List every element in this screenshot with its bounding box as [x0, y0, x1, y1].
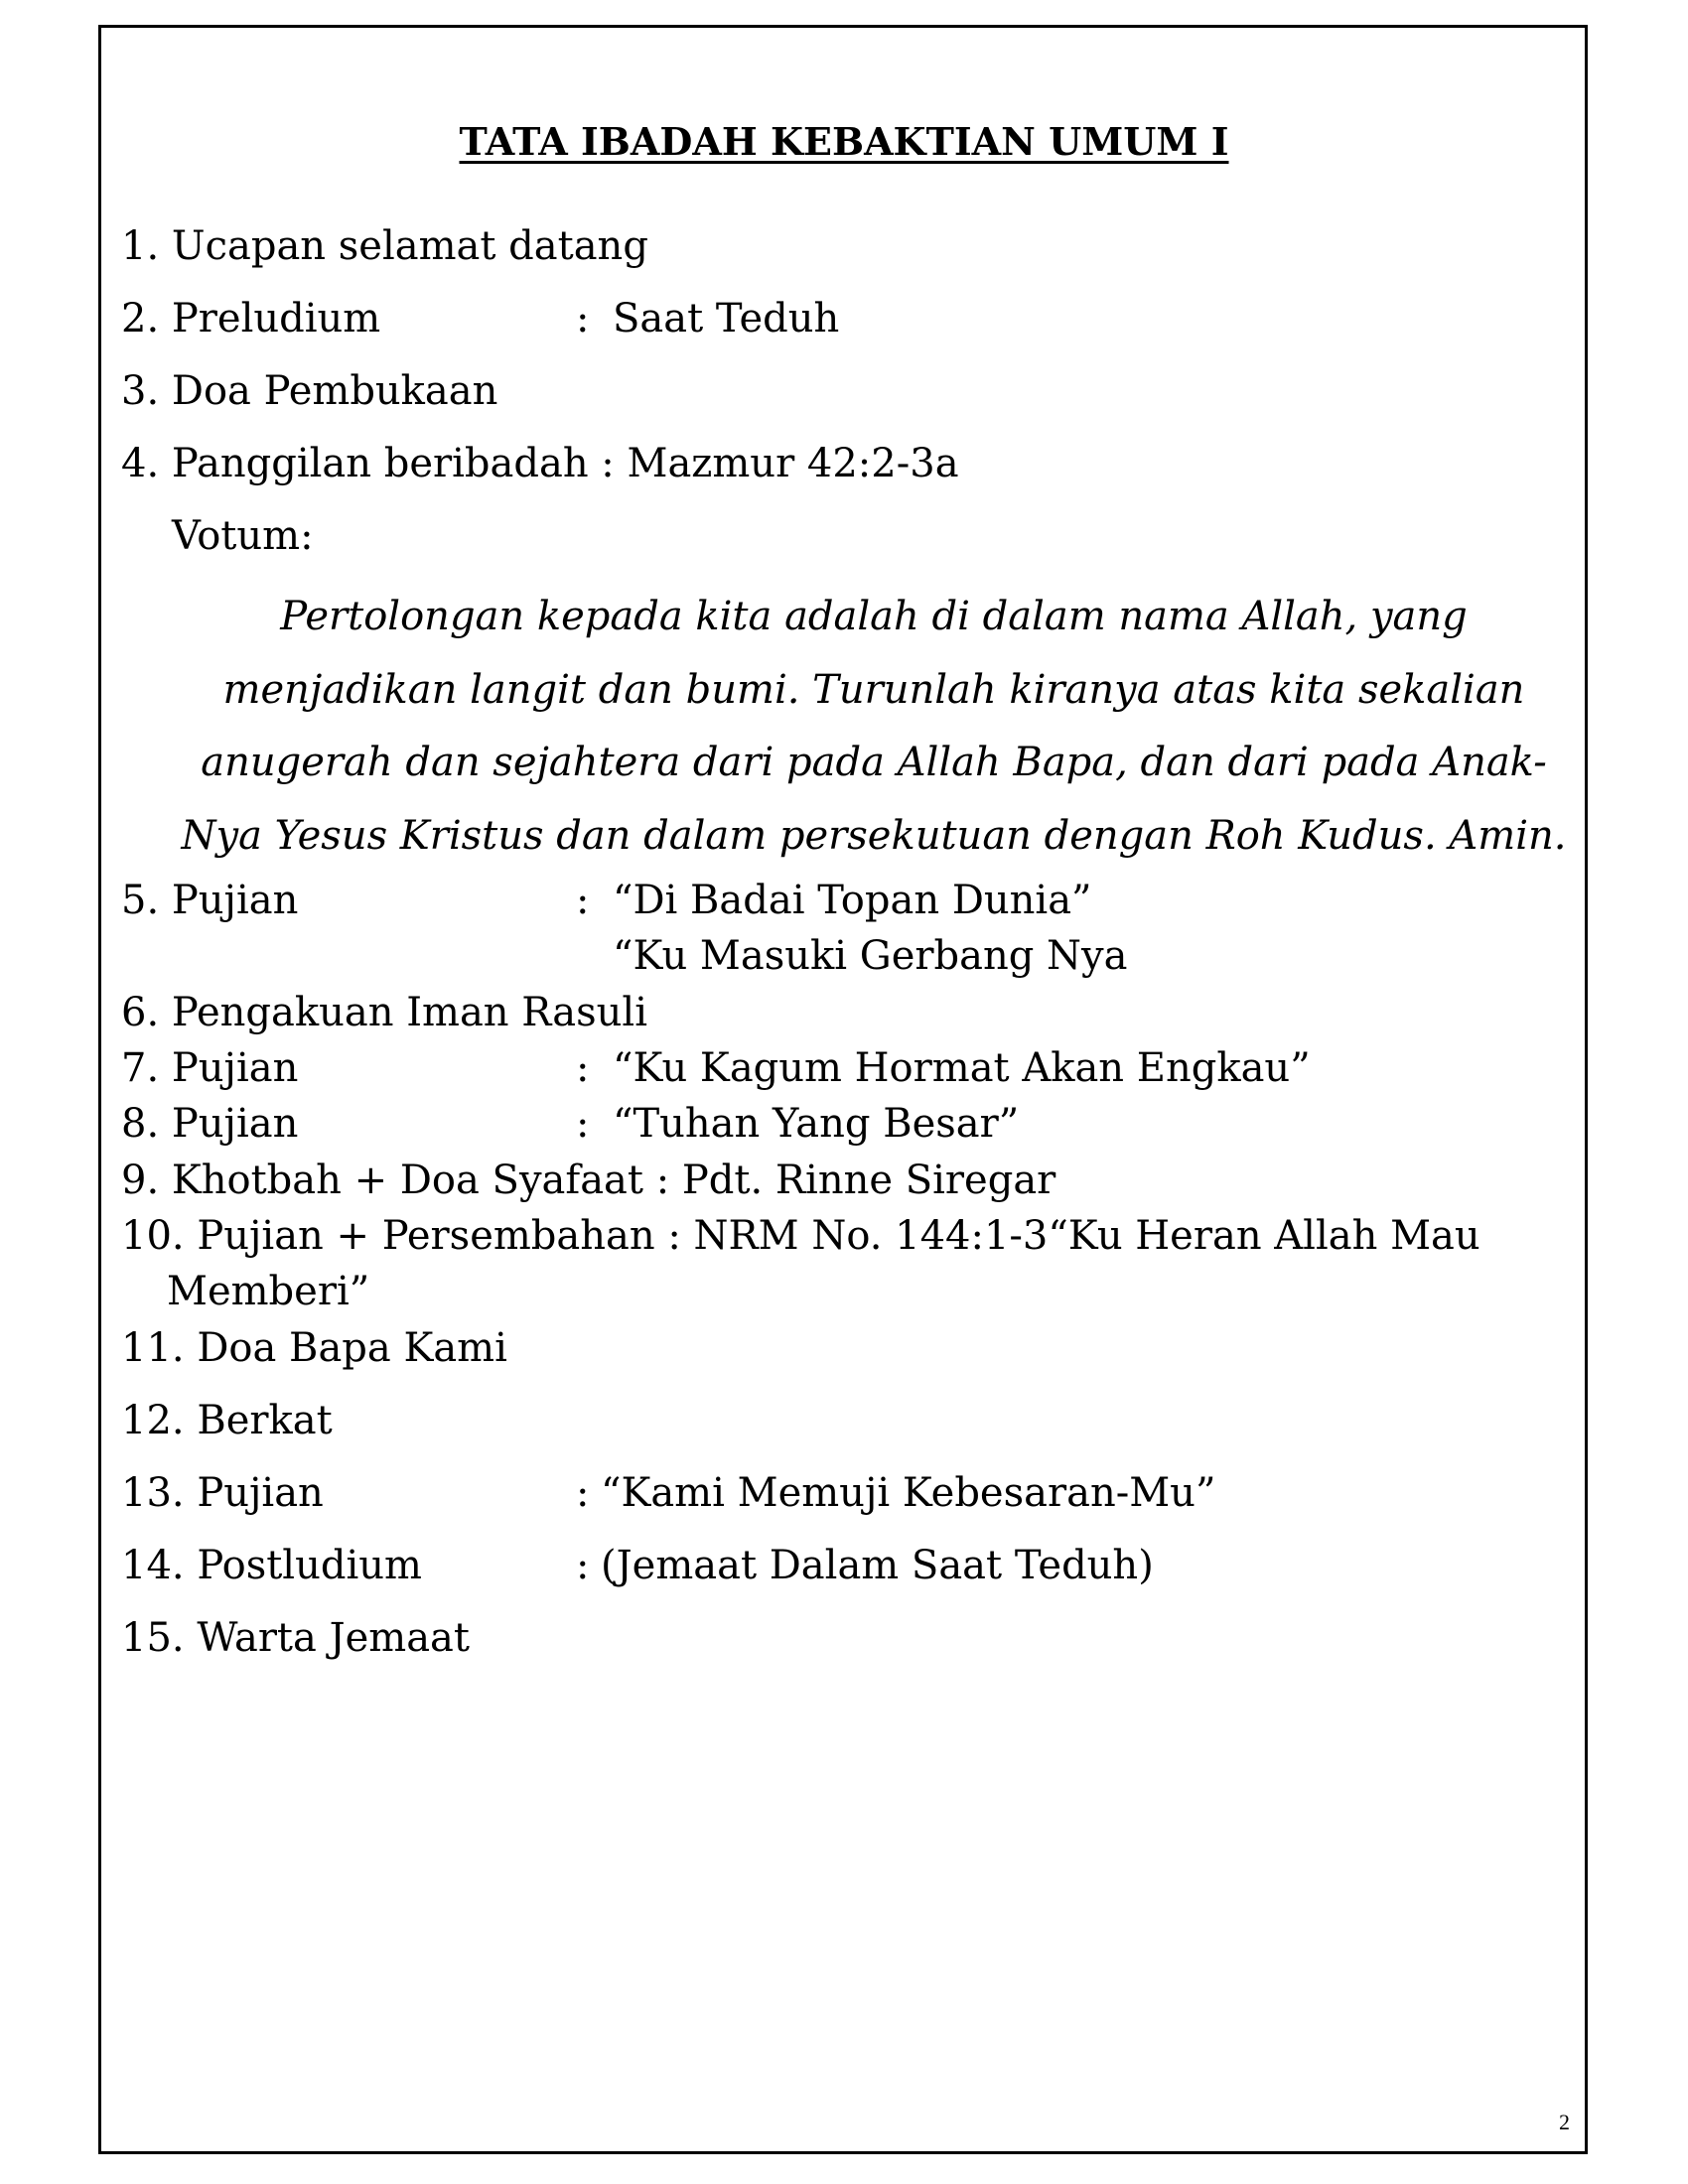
item-label: 11. Doa Bapa Kami	[121, 1325, 507, 1371]
list-item	[121, 1044, 1311, 1092]
list-item	[121, 989, 647, 1036]
list-item	[121, 1469, 1216, 1517]
item-label: Memberi”	[167, 1269, 370, 1314]
page-number: 2	[1559, 2110, 1570, 2134]
item-label: 12. Berkat	[121, 1398, 333, 1443]
votum-line: anugerah dan sejahtera dari pada Allah Bapa, dan dari pada Anak-	[201, 740, 1547, 785]
item-value: “Ku Masuki Gerbang Nya	[613, 933, 1128, 979]
item-label: 9. Khotbah + Doa Syafaat : Pdt. Rinne Siregar	[121, 1158, 1056, 1203]
list-item	[121, 1397, 333, 1444]
list-item	[121, 1212, 1480, 1260]
item-label: 15. Warta Jemaat	[121, 1615, 470, 1661]
list-item	[121, 877, 1092, 924]
votum-line: menjadikan langit dan bumi. Turunlah kiranya atas kita sekalian	[222, 666, 1525, 713]
page-title: TATA IBADAH KEBAKTIAN UMUM I	[459, 119, 1229, 164]
item-label: 14. Postludium	[121, 1543, 422, 1588]
list-item	[121, 1157, 1055, 1204]
item-colon: :	[576, 1101, 590, 1147]
votum-label	[172, 512, 314, 560]
votum-text	[169, 581, 1579, 873]
list-item	[167, 1268, 369, 1315]
list-item	[121, 1324, 507, 1372]
list-item	[121, 1542, 1154, 1589]
item-label: 8. Pujian	[121, 1101, 299, 1147]
item-label: 13. Pujian	[121, 1470, 324, 1516]
item-value: “Tuhan Yang Besar”	[613, 1101, 1020, 1147]
item-value: “Ku Kagum Hormat Akan Engkau”	[613, 1045, 1311, 1091]
list-item	[121, 222, 648, 270]
item-colon: :	[576, 296, 590, 341]
item-value: (Jemaat Dalam Saat Teduh)	[601, 1543, 1154, 1588]
list-item	[121, 1614, 470, 1662]
votum-line: Pertolongan kepada kita adalah di dalam nama Allah, yang	[280, 594, 1468, 639]
item-label: Votum:	[172, 513, 314, 559]
item-label: 4. Panggilan beribadah : Mazmur 42:2-3a	[121, 441, 959, 486]
item-label: 7. Pujian	[121, 1045, 299, 1091]
item-label: 10. Pujian + Persembahan : NRM No. 144:1-3“Ku Heran Allah Mau	[121, 1213, 1480, 1259]
item-colon: :	[576, 1470, 590, 1516]
list-item	[121, 367, 497, 415]
item-value: Saat Teduh	[613, 296, 840, 341]
item-label: 1. Ucapan selamat datang	[121, 223, 648, 269]
item-label: 3. Doa Pembukaan	[121, 368, 498, 414]
item-value: “Kami Memuji Kebesaran-Mu”	[601, 1470, 1216, 1516]
item-value: “Di Badai Topan Dunia”	[613, 878, 1092, 923]
list-item	[121, 1100, 1020, 1148]
list-item	[121, 295, 840, 342]
item-colon: :	[576, 878, 590, 923]
list-item	[121, 440, 959, 487]
item-colon: :	[576, 1543, 590, 1588]
item-label: 6. Pengakuan Iman Rasuli	[121, 990, 648, 1035]
votum-line: Nya Yesus Kristus dan dalam persekutuan dengan Roh Kudus. Amin.	[181, 812, 1567, 859]
item-label: 2. Preludium	[121, 296, 381, 341]
item-colon: :	[576, 1045, 590, 1091]
item-label: 5. Pujian	[121, 878, 299, 923]
